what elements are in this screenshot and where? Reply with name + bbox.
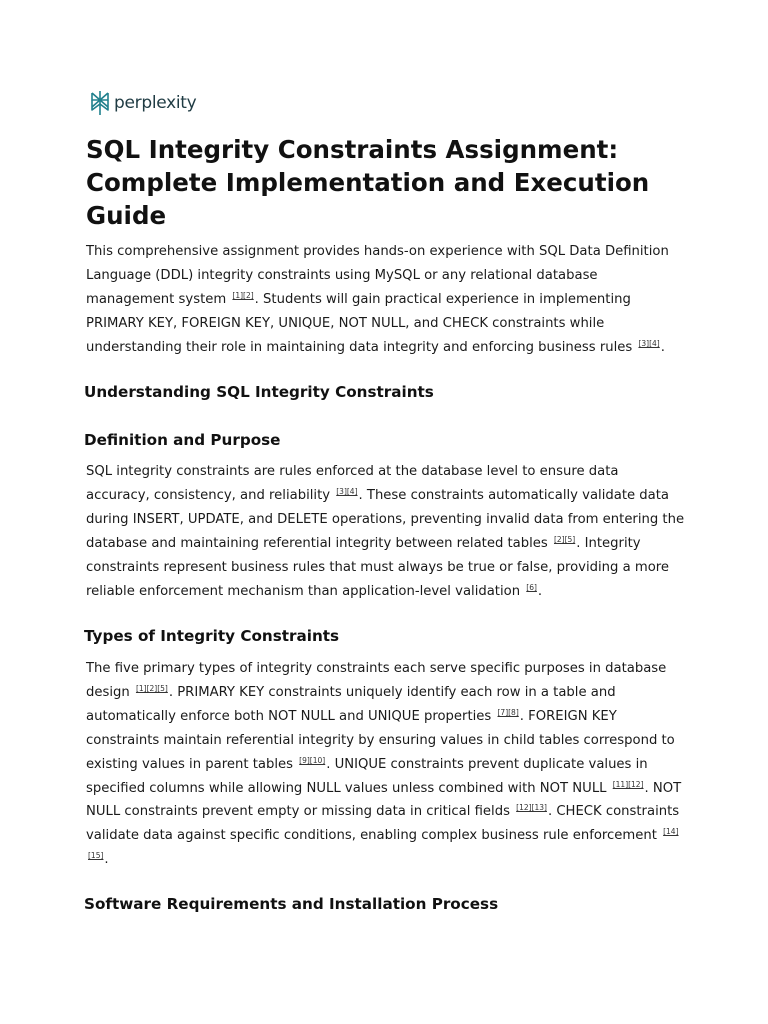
intro-paragraph: This comprehensive assignment provides hands-on experience with SQL Data Definition Language (DDL) integrity constraints using MySQL or any relational database management system [1][2]. Students will gain practical experience in implementing PRIMARY KEY, FOREIGN KEY, UNIQUE, NOT NULL, and CHECK constraints while understanding their role in maintaining data integrity and enforcing business rules [3][4]. (86, 244, 669, 355)
types-paragraph: The five primary types of integrity constraints each serve specific purposes in database design [1][2][5]. PRIMARY KEY constraints uniquely identify each row in a table and automatically enforce both NOT NULL and UNIQUE properties [7][8]. FOREIGN KEY constraints maintain referential integrity by ensuring values in child tables correspond to existing values in parent tables [9][10]. UNIQUE constraints prevent duplicate values in specified columns while allowing NULL values unless combined with NOT NULL [11][12]. NOT NULL constraints prevent empty or missing data in critical fields [12][13]. CHECK constraints validate data against specific conditions, enabling complex business rule enforcement [14] [15]. (86, 661, 682, 868)
citation-link[interactable]: [6] (526, 582, 537, 592)
citation-link[interactable]: [1][2] (232, 290, 254, 300)
brand-name: perplexity (114, 93, 197, 113)
citation-link[interactable]: [2][5] (553, 534, 576, 544)
page-title: SQL Integrity Constraints Assignment: Complete Implementation and Execution Guide (86, 135, 650, 230)
citation-link[interactable]: [11][12] (612, 779, 644, 789)
citation-link[interactable]: [3][4] (638, 338, 660, 348)
citation-link[interactable]: [14] (663, 827, 679, 837)
perplexity-logo-icon (90, 90, 110, 116)
citation-link[interactable]: [9][10] (299, 755, 326, 765)
citation-link[interactable]: [3][4] (336, 486, 358, 496)
citation-link[interactable]: [1][2][5] (135, 683, 168, 693)
subsection-heading: Definition and Purpose (84, 431, 281, 449)
section-heading: Software Requirements and Installation Process (84, 895, 499, 913)
section-heading: Understanding SQL Integrity Constraints (84, 383, 434, 401)
definition-paragraph: SQL integrity constraints are rules enforced at the database level to ensure data accuracy, consistency, and reliability [3][4]. These constraints automatically validate data during INSERT, UPDATE, and DELETE operations, preventing invalid data from entering the database and maintaining referential integrity between related tables [2][5]. Integrity constraints represent business rules that must always be true or false, providing a more reliable enforcement mechanism than application-level validation [6]. (86, 464, 685, 599)
perplexity-logo (90, 90, 196, 116)
citation-link[interactable]: [7][8] (497, 707, 519, 717)
citation-link[interactable]: [12][13] (516, 803, 547, 813)
citation-link[interactable]: [15] (88, 851, 104, 861)
subsection-heading: Types of Integrity Constraints (84, 627, 340, 645)
